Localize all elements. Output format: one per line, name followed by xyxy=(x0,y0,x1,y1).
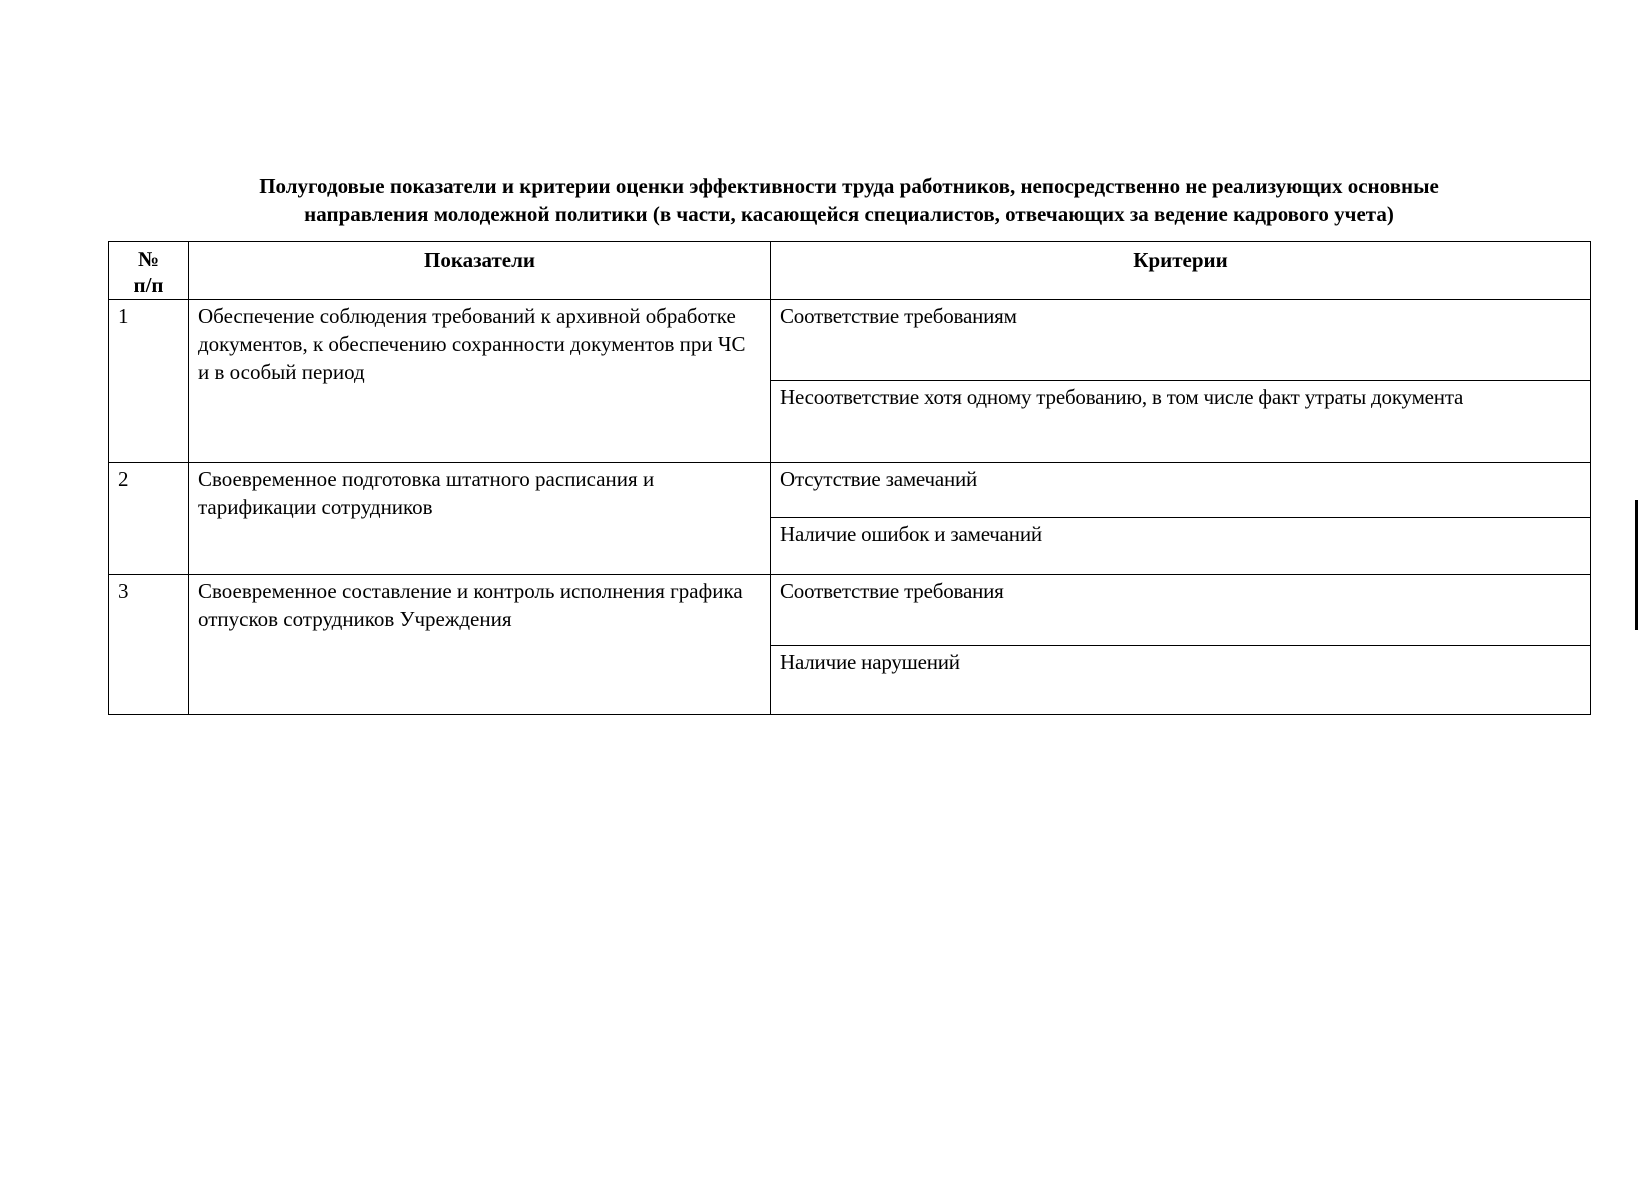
header-criteria: Критерии xyxy=(771,242,1591,300)
criteria-table xyxy=(108,241,1591,715)
table-header-row xyxy=(109,242,1591,300)
table-row xyxy=(109,300,1591,381)
document-title xyxy=(108,172,1590,228)
document-title-line-1: Полугодовые показатели и критерии оценки эффективности труда работников, непосредственно не реализующих основные xyxy=(259,174,1439,198)
header-indicators: Показатели xyxy=(189,242,771,300)
document-title-line-2: направления молодежной политики (в части, касающейся специалистов, отвечающих за ведение кадрового учета) xyxy=(304,202,1394,226)
table-row xyxy=(109,463,1591,518)
criterion-cell: Несоответствие хотя одному требованию, в том числе факт утраты документа xyxy=(771,381,1591,463)
indicator-cell: Обеспечение соблюдения требований к архивной обработке документов, к обеспечению сохранности документов при ЧС и в особый период xyxy=(189,300,771,463)
criterion-cell: Наличие нарушений xyxy=(771,646,1591,715)
criterion-cell: Отсутствие замечаний xyxy=(771,463,1591,518)
header-number-symbol: № xyxy=(137,247,160,271)
criterion-cell: Соответствие требованиям xyxy=(771,300,1591,381)
row-number: 2 xyxy=(109,463,189,575)
criterion-cell: Наличие ошибок и замечаний xyxy=(771,518,1591,575)
row-number: 1 xyxy=(109,300,189,463)
criterion-cell: Соответствие требования xyxy=(771,575,1591,646)
header-number xyxy=(109,242,189,300)
table-row xyxy=(109,575,1591,646)
indicator-cell: Своевременное составление и контроль исполнения графика отпусков сотрудников Учреждения xyxy=(189,575,771,715)
row-number: 3 xyxy=(109,575,189,715)
header-number-abbr: п/п xyxy=(133,273,164,297)
indicator-cell: Своевременное подготовка штатного расписания и тарификации сотрудников xyxy=(189,463,771,575)
